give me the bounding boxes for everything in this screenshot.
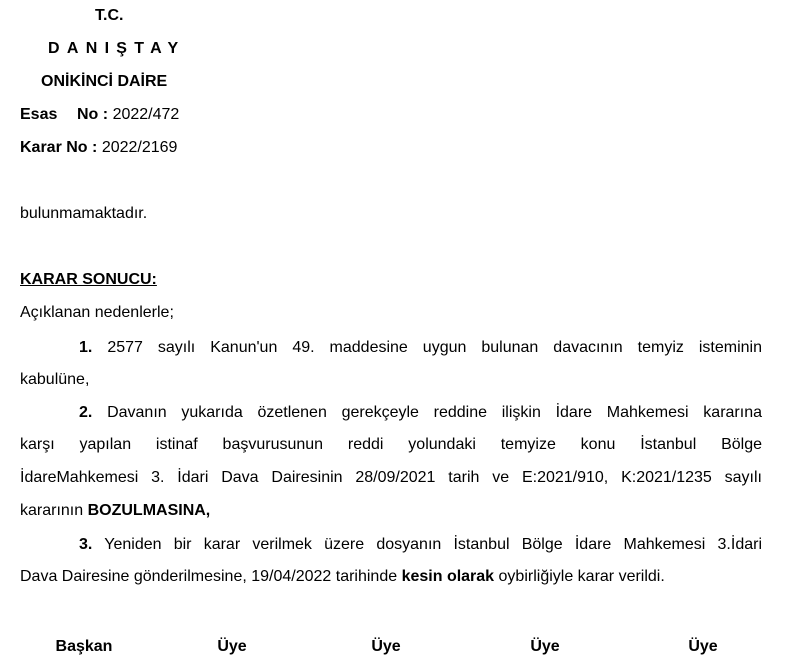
paragraph-2-line-2: karşı yapılan istinaf başvurusunun reddi yolundaki temyize konu İstanbul Bölge [20,436,762,453]
signature-uye-3: Üye [530,638,560,655]
esas-label: Esas [20,106,58,123]
paragraph-2-text: Davanın yukarıda özetlenen gerekçeyle reddine ilişkin İdare Mahkemesi kararına [107,404,762,421]
paragraph-2-line-4 [20,501,762,521]
text-fragment: bulunmamaktadır. [20,205,148,222]
signature-uye-4: Üye [688,638,718,655]
signature-uye-2: Üye [371,638,401,655]
paragraph-2-number: 2. [79,404,93,421]
karar-label: Karar No : [20,139,98,156]
paragraph-1-text: 2577 sayılı Kanun'un 49. maddesine uygun bulunan davacının temyiz isteminin [107,339,762,356]
paragraph-1-line-2: kabulüne, [20,371,90,388]
paragraph-3-line-1 [79,535,762,555]
paragraph-1-number: 1. [79,339,93,356]
case-esas-number [20,105,179,125]
paragraph-1-line-1 [79,338,762,358]
paragraph-3-line-2-pre: Dava Dairesine gönderilmesine, 19/04/2022 tarihinde [20,568,402,585]
paragraph-3-line-2-post: oybirliğiyle karar verildi. [494,568,665,585]
signature-uye-1: Üye [217,638,247,655]
esas-no-label: No : [77,106,109,123]
section-heading: KARAR SONUCU: [20,271,157,288]
case-karar-number [20,138,177,158]
paragraph-2-line-4-text: kararının [20,502,88,519]
header-chamber: ONİKİNCİ DAİRE [41,73,168,90]
decision-kesin-olarak: kesin olarak [401,568,495,585]
paragraph-2-line-3: İdareMahkemesi 3. İdari Dava Dairesinin 28/09/2021 tarih ve E:2021/910, K:2021/1235 sayılı [20,469,762,486]
header-tc: T.C. [95,7,124,24]
paragraph-3-line-2 [20,567,762,587]
esas-value: 2022/472 [112,106,180,123]
paragraph-2-line-1 [79,403,762,423]
paragraph-3-text: Yeniden bir karar verilmek üzere dosyanın İstanbul Bölge İdare Mahkemesi 3.İdari [104,536,763,553]
decision-bozulmasina: BOZULMASINA, [87,502,211,519]
signature-baskan: Başkan [55,638,113,655]
paragraph-3-number: 3. [79,536,93,553]
intro-text: Açıklanan nedenlerle; [20,304,174,321]
karar-value: 2022/2169 [101,139,178,156]
header-court-name: DANIŞTAY [48,40,186,57]
